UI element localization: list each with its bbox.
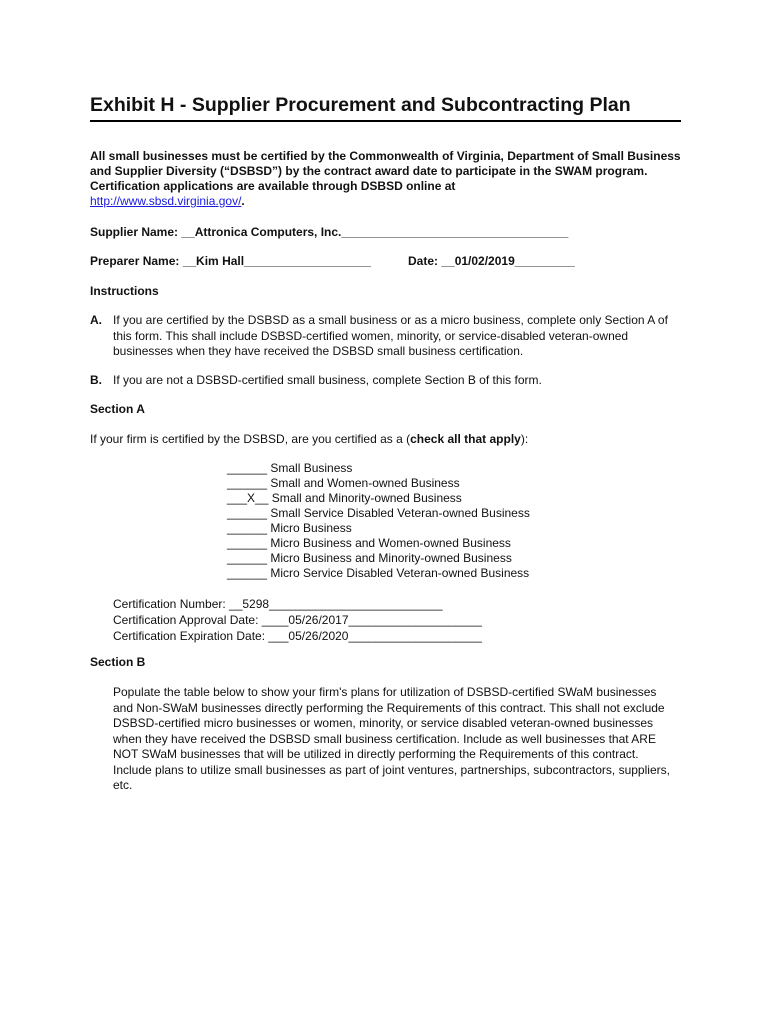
intro-text: All small businesses must be certified by the Commonwealth of Virginia, Department of Small Business and Supplier Diversity (“DSBSD”) by the contract award date to participate in the SWAM program. Certification applications are available through DSBSD online at	[90, 149, 681, 193]
certification-expiration-date: Certification Expiration Date: ___05/26/2020____________________	[113, 629, 482, 643]
section-a-question-bold: check all that apply	[410, 432, 521, 446]
certification-approval-date: Certification Approval Date: ____05/26/2017____________________	[113, 613, 482, 627]
checklist-item[interactable]: ______ Micro Service Disabled Veteran-owned Business	[227, 566, 530, 580]
instruction-b-letter: B.	[90, 373, 102, 387]
checklist-item[interactable]: ______ Micro Business	[227, 521, 352, 535]
checklist-item[interactable]: ______ Small Service Disabled Veteran-owned Business	[227, 506, 530, 520]
checklist-item[interactable]: ______ Small and Women-owned Business	[227, 476, 460, 490]
section-b-heading: Section B	[90, 655, 146, 669]
certification-details	[113, 596, 482, 644]
supplier-name-line: Supplier Name: __Attronica Computers, Inc.__________________________________	[90, 225, 569, 239]
section-a-question-suffix: ):	[520, 432, 529, 446]
checklist-item[interactable]: ______ Small Business	[227, 461, 353, 475]
section-a-question	[90, 432, 528, 446]
preparer-name-line: Preparer Name: __Kim Hall___________________	[90, 254, 371, 268]
document-title: Exhibit H - Supplier Procurement and Subcontracting Plan	[90, 94, 631, 116]
checklist-item[interactable]: ______ Micro Business and Women-owned Business	[227, 536, 511, 550]
instructions-heading: Instructions	[90, 284, 159, 298]
intro-end: .	[241, 194, 245, 208]
checklist-item[interactable]: ___X__ Small and Minority-owned Business	[227, 491, 462, 505]
intro-paragraph	[90, 149, 690, 209]
certification-checklist	[227, 461, 530, 581]
section-a-question-prefix: If your firm is certified by the DSBSD, are you certified as a (	[90, 432, 411, 446]
instruction-a-text: If you are certified by the DSBSD as a small business or as a micro business, complete only Section A of this form. This shall include DSBSD-certified women, minority, or service-disabled veteran-owned businesses when they have received the DSBSD small business certification.	[113, 313, 668, 358]
dsbsd-link[interactable]: http://www.sbsd.virginia.gov/	[90, 194, 242, 208]
section-a-heading: Section A	[90, 402, 145, 416]
date-line: Date: __01/02/2019_________	[408, 254, 575, 268]
checklist-item[interactable]: ______ Micro Business and Minority-owned Business	[227, 551, 512, 565]
instruction-a-letter: A.	[90, 313, 102, 327]
section-b-text: Populate the table below to show your firm's plans for utilization of DSBSD-certified SWaM businesses and Non-SWaM businesses directly performing the Requirements of this contract. This shall not exclude DSBSD-certified micro businesses or women, minority, or service disabled veteran-owned businesses when they have received the DSBSD small business certification. Include as well businesses that ARE NOT SWaM businesses that will be utilized in directly performing the Requirements of this contract. Include plans to utilize small businesses as part of joint ventures, partnerships, subcontractors, suppliers, etc.	[113, 685, 670, 792]
instruction-b-text: If you are not a DSBSD-certified small business, complete Section B of this form.	[113, 373, 542, 387]
title-underline	[90, 120, 681, 122]
certification-number: Certification Number: __5298__________________________	[113, 597, 443, 611]
